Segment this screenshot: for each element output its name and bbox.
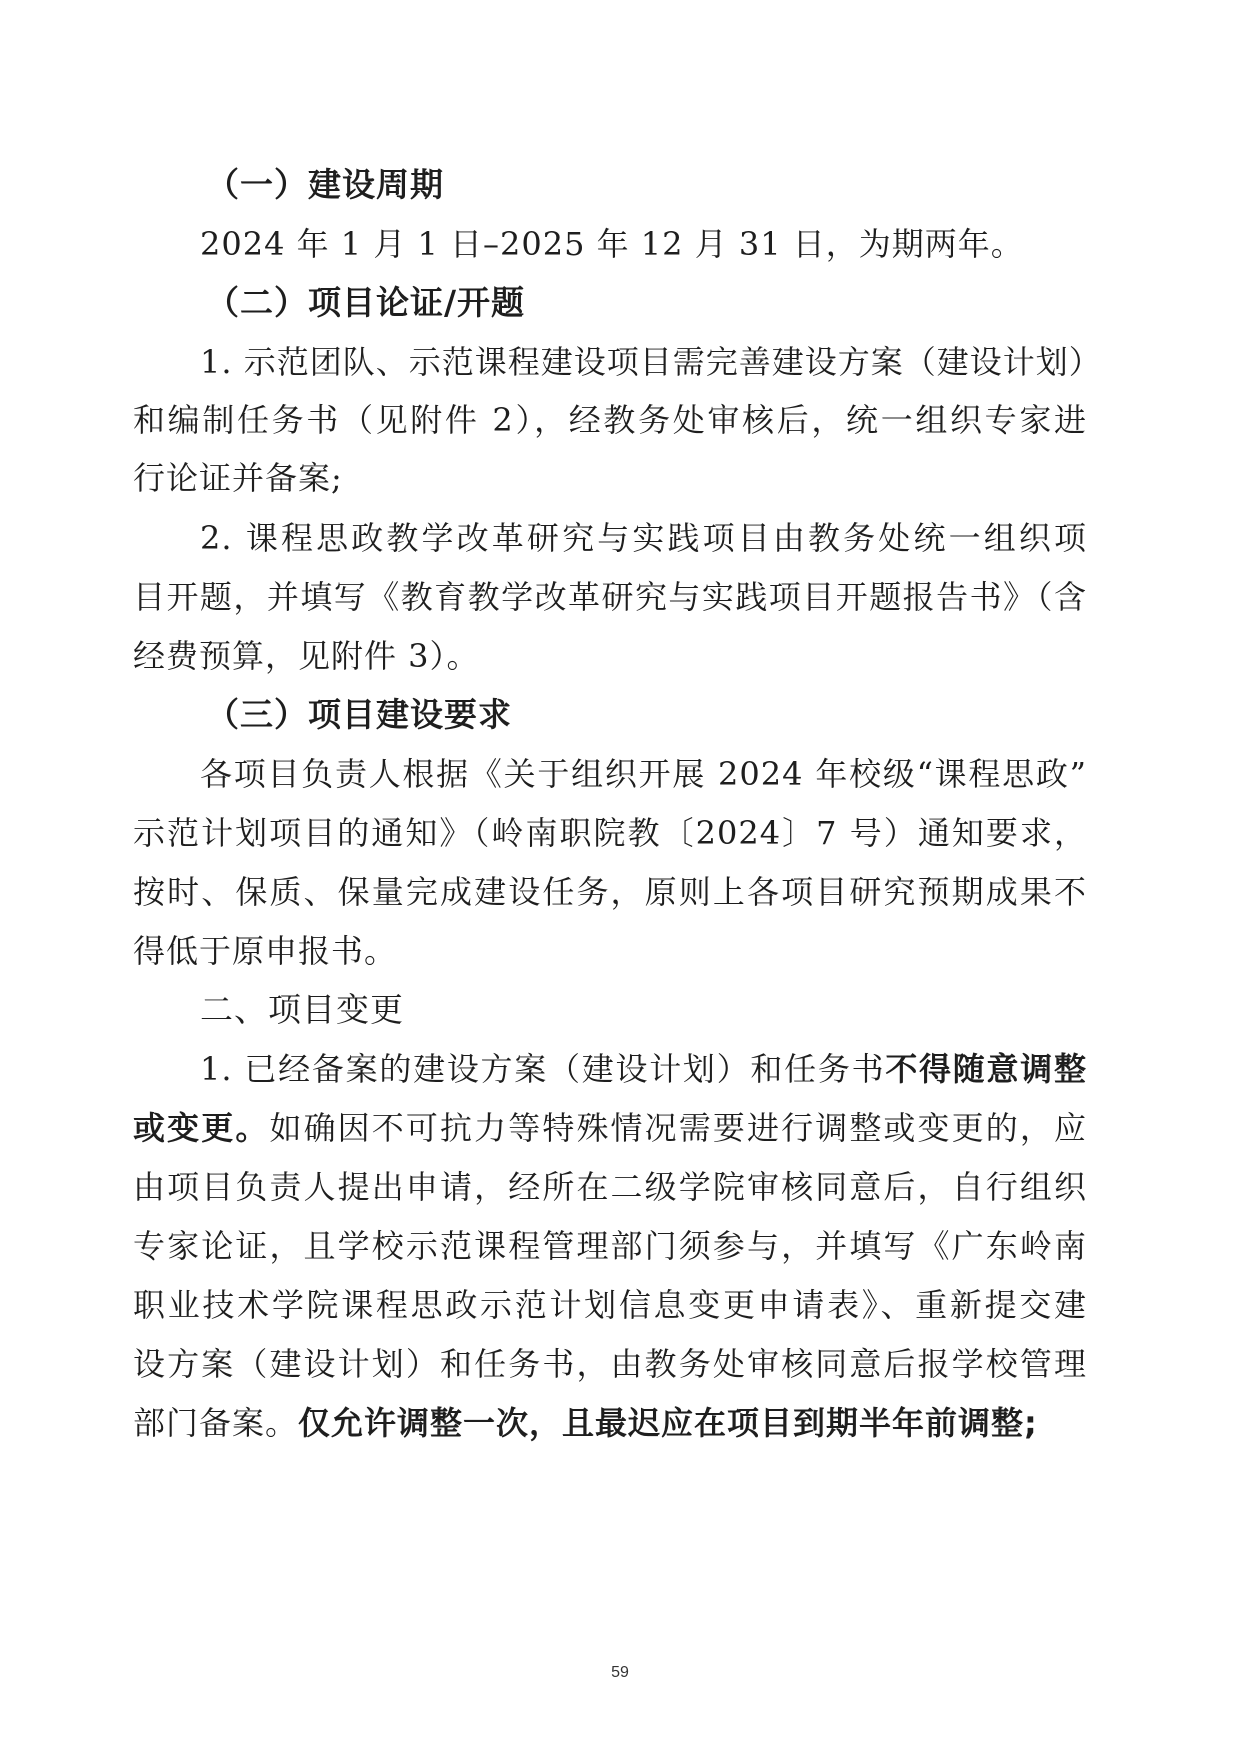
paragraph-line: 由项目负责人提出申请，经所在二级学院审核同意后，自行组织: [133, 1168, 1087, 1206]
page-number: 59: [611, 1664, 629, 1681]
paragraph-line: [0, 1106, 1240, 1150]
paragraph-line: 按时、保质、保量完成建设任务，原则上各项目研究预期成果不: [133, 873, 1087, 911]
emphasis-text: 或变更。: [133, 1109, 270, 1147]
text-run: 部门备案。: [133, 1404, 299, 1442]
paragraph-line: 示范计划项目的通知》（岭南职院教〔2024〕7 号）通知要求，: [133, 814, 1087, 852]
heading-project-review: （二）项目论证/开题: [206, 283, 526, 322]
paragraph-line: 职业技术学院课程思政示范计划信息变更申请表》、重新提交建: [133, 1286, 1087, 1324]
paragraph-line: 行论证并备案;: [133, 459, 343, 497]
paragraph-line: 2. 课程思政教学改革研究与实践项目由教务处统一组织项: [200, 519, 1087, 557]
paragraph-line: 1. 示范团队、示范课程建设项目需完善建设方案（建设计划）: [200, 343, 1102, 381]
emphasis-text: 仅允许调整一次，且最迟应在项目到期半年前调整;: [298, 1404, 1038, 1442]
heading-construction-requirements: （三）项目建设要求: [206, 695, 512, 734]
paragraph-line: 和编制任务书（见附件 2），经教务处审核后，统一组织专家进: [133, 401, 1087, 439]
text-run: 1. 已经备案的建设方案（建设计划）和任务书: [200, 1050, 886, 1088]
paragraph-line: [0, 1047, 1240, 1091]
paragraph-line: 设方案（建设计划）和任务书，由教务处审核同意后报学校管理: [133, 1345, 1087, 1383]
text-run: 如确因不可抗力等特殊情况需要进行调整或变更的，应: [269, 1109, 1087, 1147]
heading-construction-period: （一）建设周期: [206, 165, 444, 204]
paragraph-line: 经费预算，见附件 3）。: [133, 637, 480, 675]
paragraph-line: [0, 1401, 1240, 1445]
paragraph-line: 得低于原申报书。: [133, 932, 398, 970]
paragraph-line: 目开题，并填写《教育教学改革研究与实践项目开题报告书》（含: [133, 578, 1087, 616]
emphasis-text: 不得随意调整: [885, 1050, 1087, 1088]
section-title-project-change: 二、项目变更: [200, 990, 404, 1029]
paragraph-line: 各项目负责人根据《关于组织开展 2024 年校级“课程思政”: [200, 755, 1087, 793]
period-text: 2024 年 1 月 1 日–2025 年 12 月 31 日，为期两年。: [200, 225, 1024, 263]
paragraph-line: 专家论证，且学校示范课程管理部门须参与，并填写《广东岭南: [133, 1227, 1087, 1265]
